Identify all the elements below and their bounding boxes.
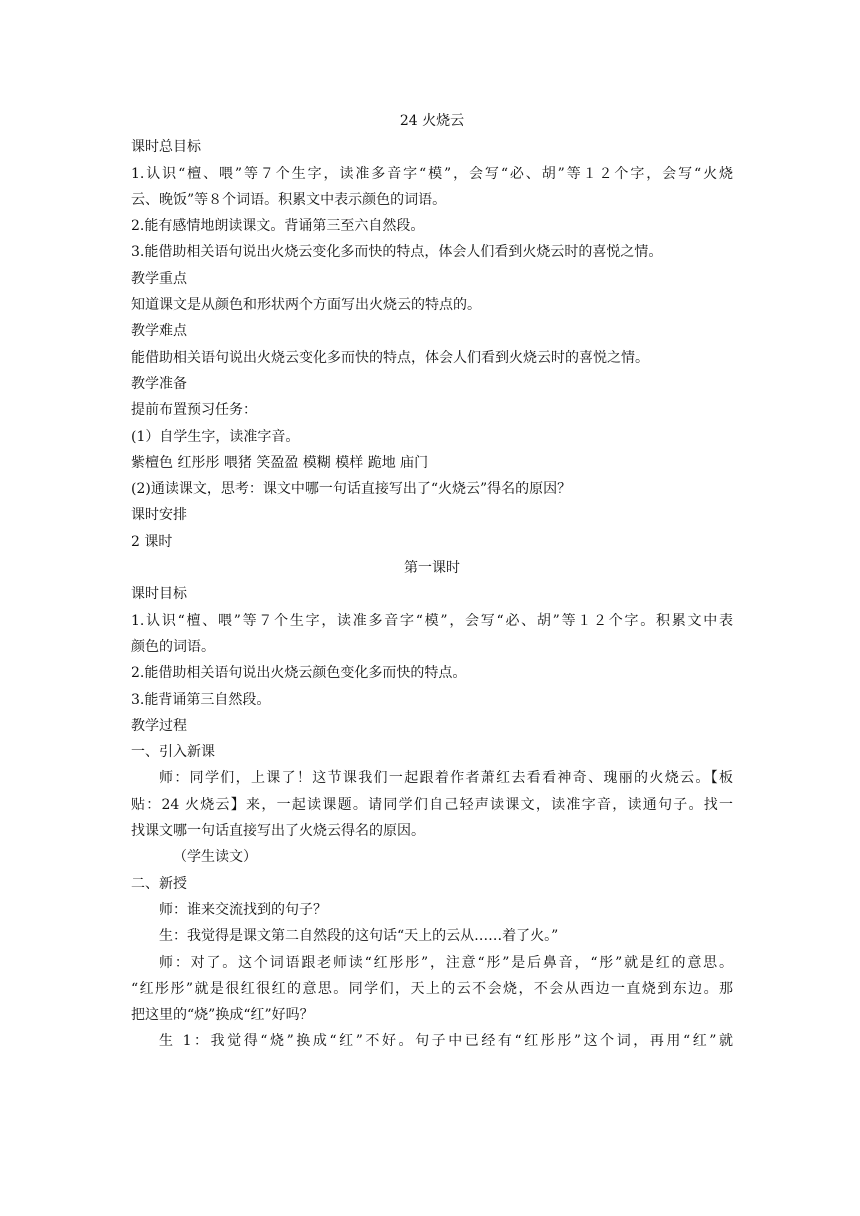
goals-heading: 课时总目标	[131, 139, 201, 156]
goal-line: 云、晚饭”等８个词语。积累文中表示颜色的词语。	[131, 191, 447, 208]
prep-task: 提前布置预习任务：	[131, 402, 257, 419]
dialogue-line: 生：我觉得是课文第二自然段的这句话“天上的云从……着了火。”	[159, 928, 559, 945]
section-heading: 二、新授	[131, 875, 187, 892]
key-heading: 教学重点	[131, 270, 187, 287]
schedule-text: 2 课时	[131, 533, 173, 550]
difficulty-heading: 教学难点	[131, 323, 187, 340]
dialogue-line: 生 1：我觉得“烧”换成“红”不好。句子中已经有“红彤彤”这个词，再用“红”就	[159, 1033, 733, 1050]
goal-line: 2.能有感情地朗读课文。背诵第三至六自然段。	[131, 218, 425, 235]
prep-words: 紫檀色 红彤彤 喂猪 笑盈盈 模糊 模样 跪地 庙门	[131, 454, 429, 471]
difficulty-text: 能借助相关语句说出火烧云变化多而快的特点，体会人们看到火烧云时的喜悦之情。	[131, 349, 649, 366]
lesson-goal-line: 1.认识“檀、喂”等７个生字，读准多音字“模”，会写“必、胡”等１２个字。积累文中表	[131, 612, 733, 629]
section-title: 第一课时	[404, 560, 460, 577]
paragraph-line: 找课文哪一句话直接写出了火烧云得名的原因。	[131, 823, 425, 840]
schedule-heading: 课时安排	[131, 507, 187, 524]
key-text: 知道课文是从颜色和形状两个方面写出火烧云的特点的。	[131, 297, 481, 314]
lesson-title: 24 火烧云	[399, 113, 465, 129]
lesson-goal-line: 2.能借助相关语句说出火烧云颜色变化多而快的特点。	[131, 665, 467, 682]
paragraph-line: 贴：24 火烧云】来，一起读课题。请同学们自己轻声读课文，读准字音，读通句子。找一	[131, 796, 733, 813]
document-body	[131, 108, 733, 1055]
lesson-goal-line: 3.能背诵第三自然段。	[131, 691, 271, 708]
prep-heading: 教学准备	[131, 375, 187, 392]
lesson-goals-heading: 课时目标	[131, 586, 187, 603]
prep-item: (2)通读课文，思考：课文中哪一句话直接写出了“火烧云”得名的原因？	[131, 481, 572, 498]
goal-line: 1.认识“檀、喂”等７个生字，读准多音字“模”，会写“必、胡”等１２个字，会写“火烧	[131, 165, 733, 182]
section-heading: 一、引入新课	[131, 744, 215, 761]
process-heading: 教学过程	[131, 717, 187, 734]
student-note: （学生读文）	[173, 849, 257, 866]
dialogue-line: 师：谁来交流找到的句子？	[159, 901, 327, 918]
dialogue-line: “红彤彤”就是很红很红的意思。同学们，天上的云不会烧，不会从西边一直烧到东边。那	[131, 980, 733, 997]
dialogue-line: 师：对了。这个词语跟老师读“红彤彤”，注意“彤”是后鼻音，“彤”就是红的意思。	[159, 954, 733, 971]
dialogue-line: 把这里的“烧”换成“红”好吗？	[131, 1007, 314, 1024]
lesson-goal-line: 颜色的词语。	[131, 638, 215, 655]
goal-line: 3.能借助相关语句说出火烧云变化多而快的特点，体会人们看到火烧云时的喜悦之情。	[131, 244, 663, 261]
paragraph-line: 师：同学们，上课了！这节课我们一起跟着作者萧红去看看神奇、瑰丽的火烧云。【板	[159, 770, 733, 787]
prep-item: (1）自学生字，读准字音。	[131, 428, 300, 445]
